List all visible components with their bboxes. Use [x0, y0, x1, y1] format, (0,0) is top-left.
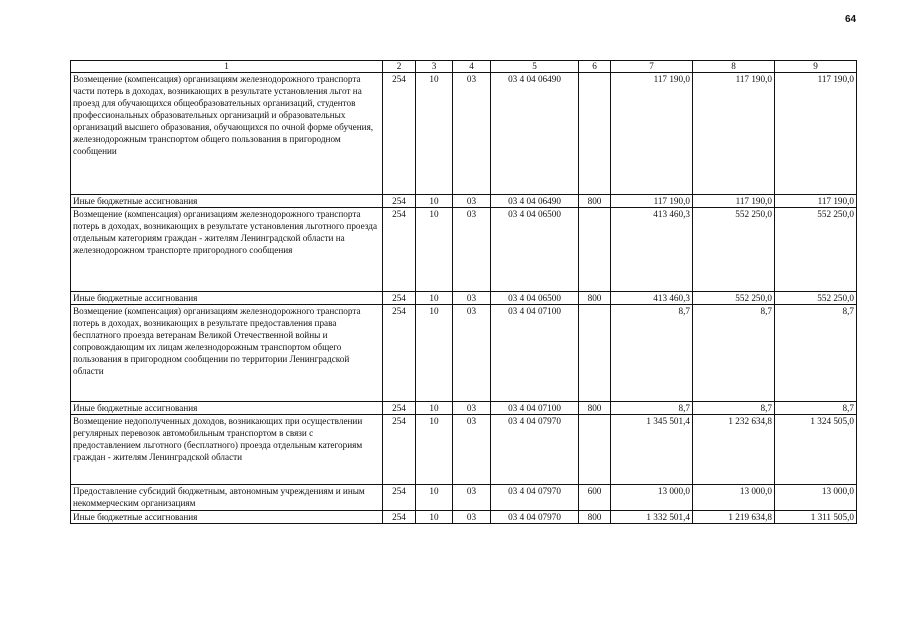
cell-ministry-code: 254 — [383, 305, 416, 402]
cell-amount-col8: 8,7 — [693, 402, 775, 415]
cell-expense-type: 800 — [579, 402, 611, 415]
cell-ministry-code: 254 — [383, 415, 416, 485]
cell-ministry-code: 254 — [383, 195, 416, 208]
cell-amount-col9: 1 324 505,0 — [775, 415, 857, 485]
cell-description: Возмещение (компенсация) организациям железнодорожного транспорта части потерь в доходах, возникающих в результате установления льгот на проезд для обучающихся общеобразовательных организаций, студентов профессиональных образовательных организаций и образовательных организаций высшего образования, обучающихся по очной форме обучения, железнодорожным транспортом общего пользования в пригородном сообщении — [71, 73, 383, 195]
cell-amount-col9: 552 250,0 — [775, 208, 857, 292]
cell-amount-col8: 8,7 — [693, 305, 775, 402]
cell-amount-col7: 413 460,3 — [611, 292, 693, 305]
budget-table — [70, 60, 857, 524]
cell-section: 10 — [416, 292, 453, 305]
cell-expense-type — [579, 73, 611, 195]
cell-amount-col7: 117 190,0 — [611, 73, 693, 195]
cell-expense-type — [579, 305, 611, 402]
header-cell: 8 — [693, 61, 775, 73]
cell-amount-col7: 1 332 501,4 — [611, 511, 693, 524]
cell-target-article: 03 4 04 07100 — [491, 305, 579, 402]
cell-ministry-code: 254 — [383, 73, 416, 195]
cell-subsection: 03 — [453, 511, 491, 524]
cell-amount-col8: 1 219 634,8 — [693, 511, 775, 524]
header-cell: 6 — [579, 61, 611, 73]
table-body — [71, 73, 857, 524]
cell-subsection: 03 — [453, 195, 491, 208]
cell-amount-col7: 8,7 — [611, 305, 693, 402]
header-cell: 9 — [775, 61, 857, 73]
cell-amount-col7: 1 345 501,4 — [611, 415, 693, 485]
cell-ministry-code: 254 — [383, 292, 416, 305]
cell-ministry-code: 254 — [383, 511, 416, 524]
cell-target-article: 03 4 04 06500 — [491, 292, 579, 305]
cell-amount-col9: 552 250,0 — [775, 292, 857, 305]
summary-row — [71, 511, 857, 524]
cell-target-article: 03 4 04 07100 — [491, 402, 579, 415]
cell-target-article: 03 4 04 06490 — [491, 195, 579, 208]
cell-description: Возмещение (компенсация) организациям железнодорожного транспорта потерь в доходах, возникающих в результате предоставления права бесплатного проезда ветеранам Великой Отечественной войны и сопровождающим их лицам железнодорожным транспортом общего пользования в пригородном сообщении по территории Ленинградской области — [71, 305, 383, 402]
cell-amount-col9: 13 000,0 — [775, 485, 857, 511]
cell-amount-col8: 552 250,0 — [693, 292, 775, 305]
cell-subsection: 03 — [453, 415, 491, 485]
cell-expense-type: 800 — [579, 292, 611, 305]
cell-section: 10 — [416, 485, 453, 511]
summary-row — [71, 402, 857, 415]
cell-section: 10 — [416, 73, 453, 195]
header-cell: 2 — [383, 61, 416, 73]
cell-description: Иные бюджетные ассигнования — [71, 292, 383, 305]
header-cell: 3 — [416, 61, 453, 73]
cell-expense-type: 800 — [579, 511, 611, 524]
cell-target-article: 03 4 04 07970 — [491, 415, 579, 485]
cell-description: Предоставление субсидий бюджетным, автономным учреждениям и иным некоммерческим организациям — [71, 485, 383, 511]
cell-amount-col9: 8,7 — [775, 305, 857, 402]
cell-expense-type: 600 — [579, 485, 611, 511]
cell-ministry-code: 254 — [383, 485, 416, 511]
cell-amount-col9: 117 190,0 — [775, 73, 857, 195]
cell-description: Возмещение недополученных доходов, возникающих при осуществлении регулярных перевозок автомобильным транспортом в связи с предоставлением льготного (бесплатного) проезда отдельным категориям граждан - жителям Ленинградской области — [71, 415, 383, 485]
cell-amount-col7: 117 190,0 — [611, 195, 693, 208]
table-row — [71, 485, 857, 511]
table-row — [71, 305, 857, 402]
summary-row — [71, 195, 857, 208]
table-row — [71, 415, 857, 485]
cell-expense-type — [579, 415, 611, 485]
cell-subsection: 03 — [453, 73, 491, 195]
cell-amount-col9: 1 311 505,0 — [775, 511, 857, 524]
cell-section: 10 — [416, 195, 453, 208]
summary-row — [71, 292, 857, 305]
cell-amount-col7: 13 000,0 — [611, 485, 693, 511]
cell-amount-col8: 552 250,0 — [693, 208, 775, 292]
page-number: 64 — [845, 14, 857, 25]
table-row — [71, 73, 857, 195]
cell-target-article: 03 4 04 07970 — [491, 485, 579, 511]
cell-amount-col7: 8,7 — [611, 402, 693, 415]
cell-amount-col8: 13 000,0 — [693, 485, 775, 511]
cell-section: 10 — [416, 402, 453, 415]
cell-amount-col7: 413 460,3 — [611, 208, 693, 292]
cell-ministry-code: 254 — [383, 208, 416, 292]
cell-subsection: 03 — [453, 305, 491, 402]
table-row — [71, 208, 857, 292]
cell-description: Иные бюджетные ассигнования — [71, 511, 383, 524]
cell-section: 10 — [416, 415, 453, 485]
cell-ministry-code: 254 — [383, 402, 416, 415]
header-cell: 7 — [611, 61, 693, 73]
cell-target-article: 03 4 04 07970 — [491, 511, 579, 524]
header-row — [71, 61, 857, 73]
cell-target-article: 03 4 04 06500 — [491, 208, 579, 292]
cell-subsection: 03 — [453, 208, 491, 292]
cell-amount-col8: 1 232 634,8 — [693, 415, 775, 485]
cell-subsection: 03 — [453, 485, 491, 511]
cell-section: 10 — [416, 511, 453, 524]
cell-subsection: 03 — [453, 402, 491, 415]
cell-section: 10 — [416, 305, 453, 402]
cell-description: Возмещение (компенсация) организациям железнодорожного транспорта потерь в доходах, возникающих в результате установления льготного проезда отдельным категориям граждан - жителям Ленинградской области на железнодорожном транспорте пригородного сообщения — [71, 208, 383, 292]
cell-description: Иные бюджетные ассигнования — [71, 195, 383, 208]
cell-section: 10 — [416, 208, 453, 292]
cell-description: Иные бюджетные ассигнования — [71, 402, 383, 415]
header-cell: 5 — [491, 61, 579, 73]
cell-amount-col8: 117 190,0 — [693, 195, 775, 208]
cell-target-article: 03 4 04 06490 — [491, 73, 579, 195]
cell-expense-type: 800 — [579, 195, 611, 208]
cell-amount-col9: 117 190,0 — [775, 195, 857, 208]
cell-expense-type — [579, 208, 611, 292]
cell-amount-col8: 117 190,0 — [693, 73, 775, 195]
header-cell: 4 — [453, 61, 491, 73]
cell-subsection: 03 — [453, 292, 491, 305]
header-cell: 1 — [71, 61, 383, 73]
cell-amount-col9: 8,7 — [775, 402, 857, 415]
